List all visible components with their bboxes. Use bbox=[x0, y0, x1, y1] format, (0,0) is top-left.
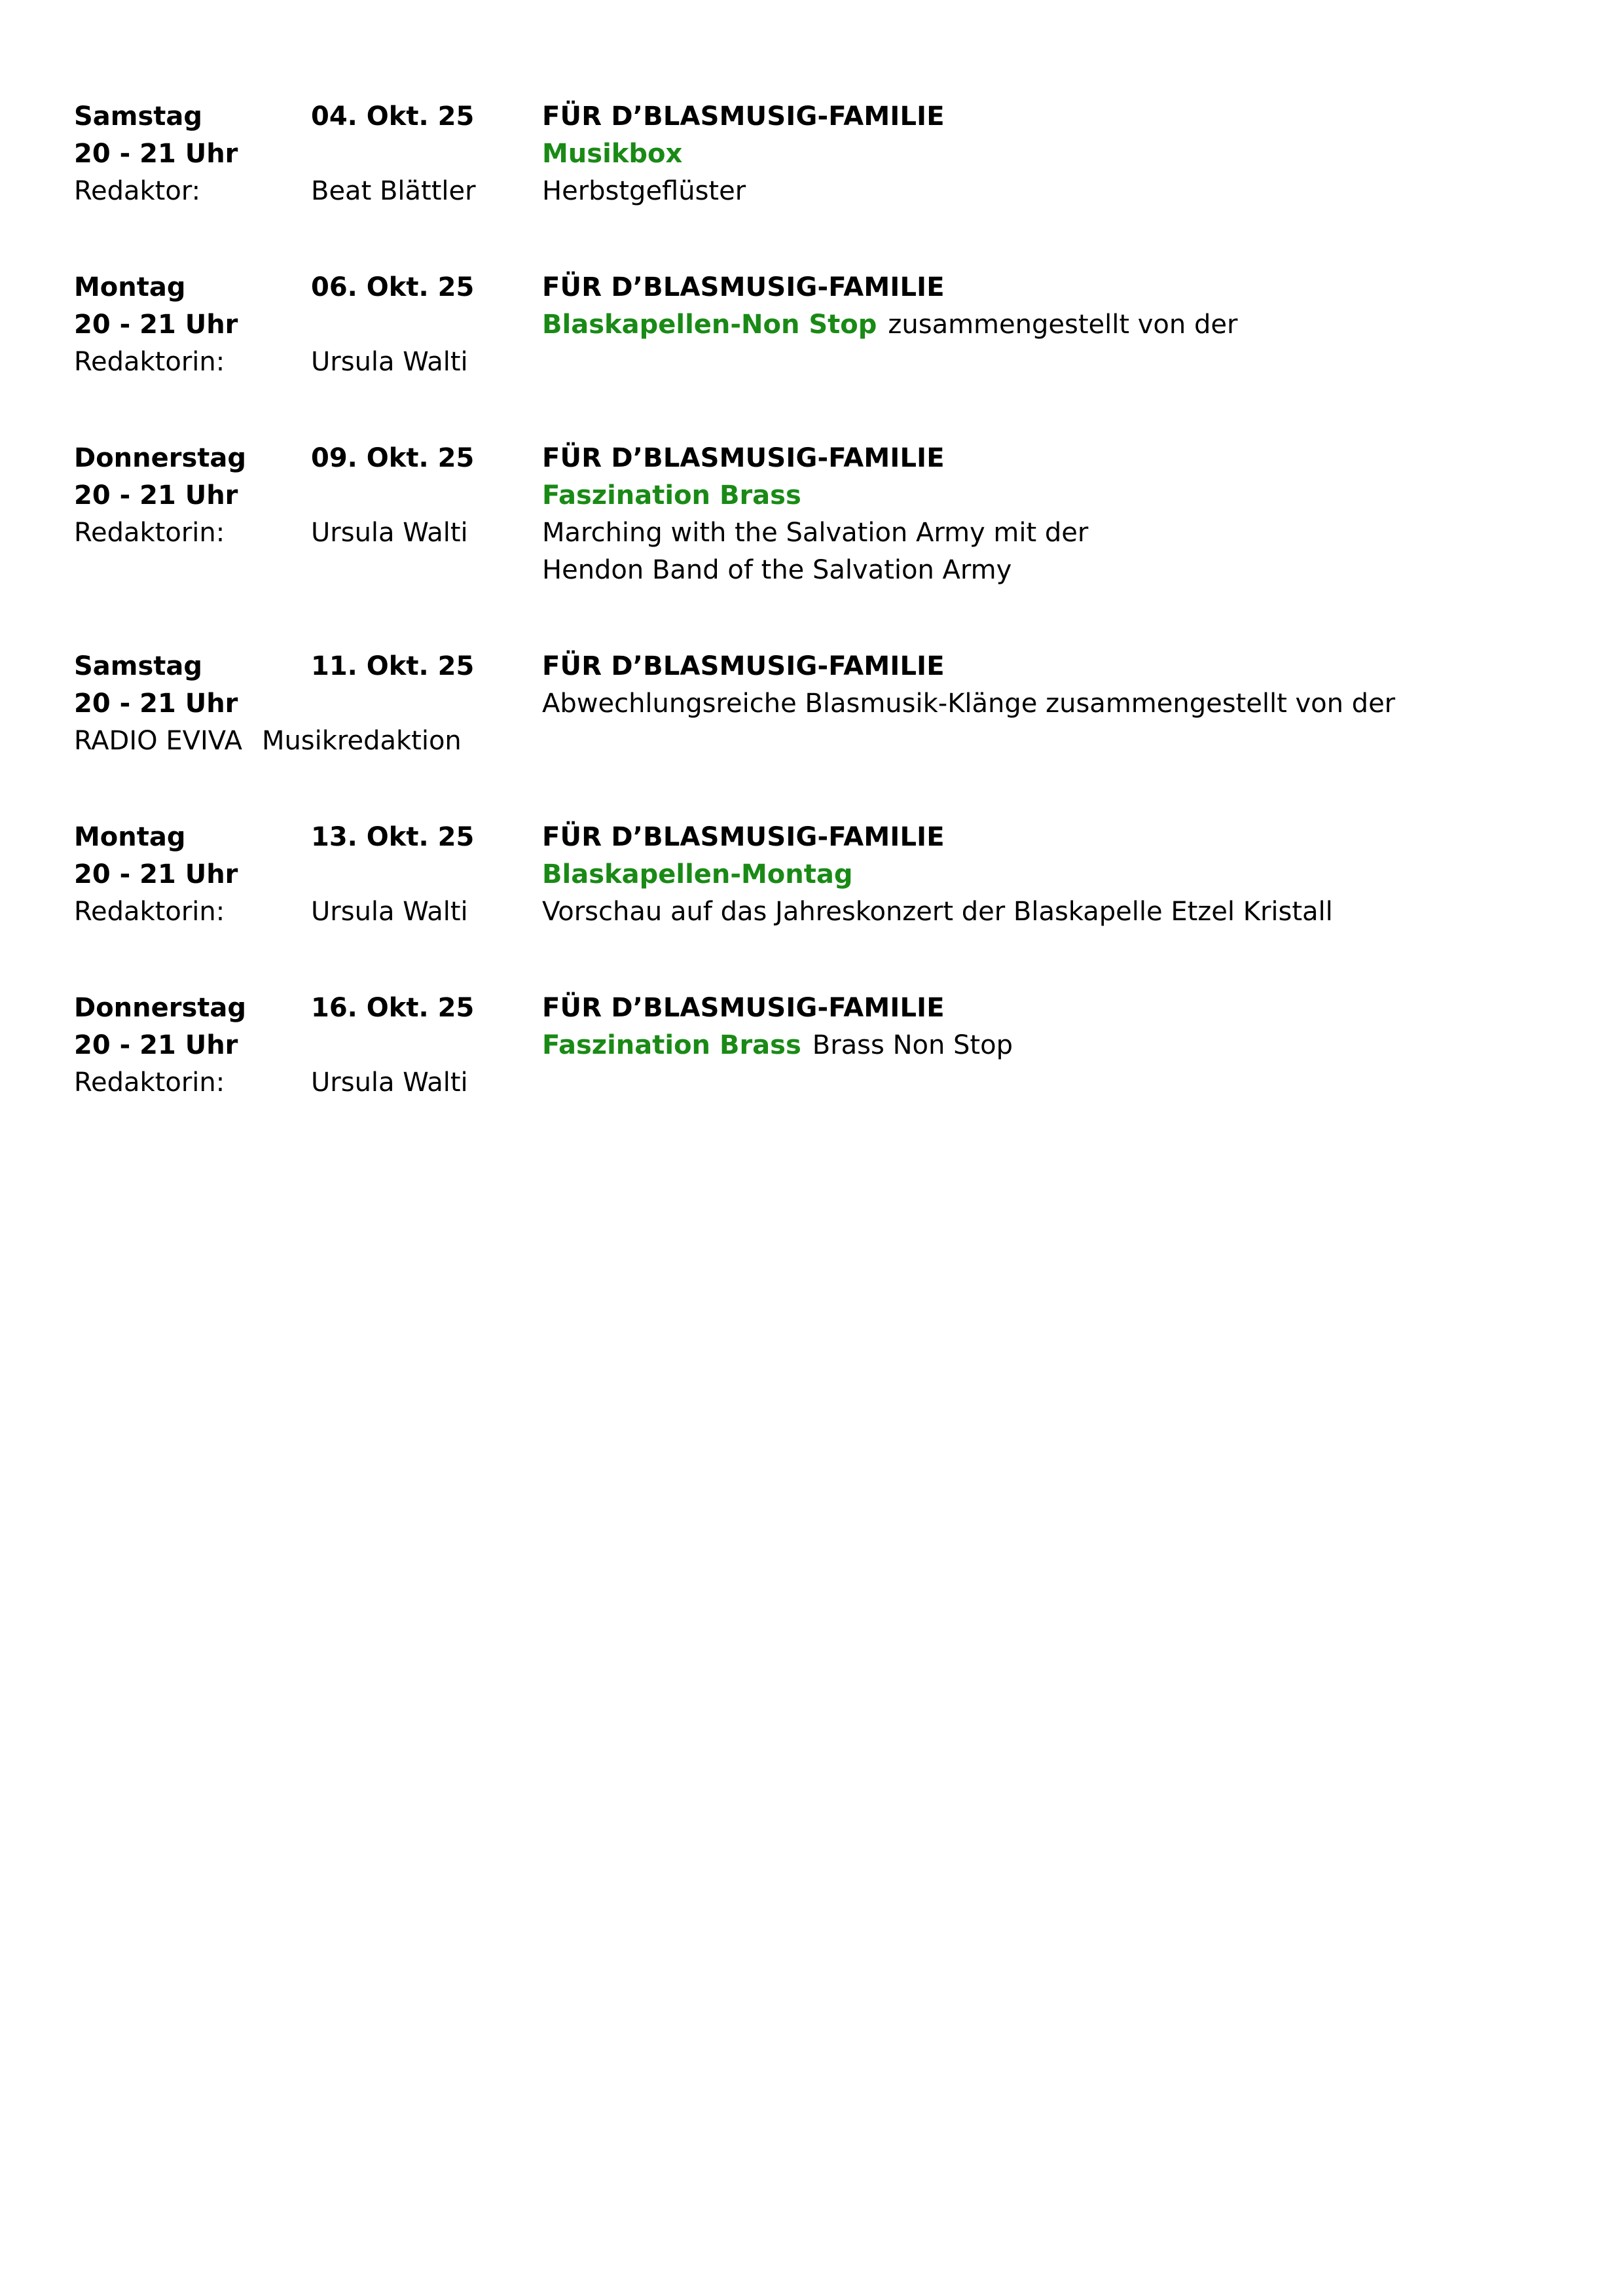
entry-editor-label: Redaktor: bbox=[74, 176, 201, 206]
entry-heading: FÜR D’BLASMUSIG-FAMILIE bbox=[542, 651, 945, 681]
entry-editor-row bbox=[74, 173, 1623, 210]
entry-show-title-cell bbox=[542, 1027, 1623, 1064]
entry-editor-label: Redaktorin: bbox=[74, 518, 225, 548]
entry-date: 13. Okt. 25 bbox=[311, 822, 475, 852]
entry-editor-name: Ursula Walti bbox=[311, 347, 468, 377]
entry-editor-name: Musikredaktion bbox=[261, 726, 462, 756]
entry-header-row bbox=[74, 440, 1623, 477]
entry-editor-row bbox=[74, 344, 1623, 381]
entry-time-row bbox=[74, 477, 1623, 514]
entry-time-row bbox=[74, 856, 1623, 893]
entry-date: 16. Okt. 25 bbox=[311, 993, 475, 1023]
entry-heading: FÜR D’BLASMUSIG-FAMILIE bbox=[542, 822, 945, 852]
program-entry bbox=[74, 648, 1623, 760]
entry-editor-row bbox=[74, 1064, 1623, 1102]
entry-header-row bbox=[74, 269, 1623, 306]
entry-heading: FÜR D’BLASMUSIG-FAMILIE bbox=[542, 443, 945, 473]
entry-time: 20 - 21 Uhr bbox=[74, 139, 238, 169]
entry-show-title: Blaskapellen-Non Stop bbox=[542, 310, 877, 340]
entry-time-row bbox=[74, 306, 1623, 344]
entry-time-row bbox=[74, 685, 1623, 723]
entry-show-title: Faszination Brass bbox=[542, 1030, 801, 1060]
entry-description-2: Hendon Band of the Salvation Army bbox=[542, 555, 1012, 585]
entry-show-title-cell bbox=[542, 685, 1623, 723]
entry-editor-name: Ursula Walti bbox=[311, 518, 468, 548]
entry-time-row bbox=[74, 1027, 1623, 1064]
entry-day: Samstag bbox=[74, 101, 203, 132]
entry-date: 11. Okt. 25 bbox=[311, 651, 475, 681]
entry-day: Montag bbox=[74, 272, 186, 302]
entry-show-title-suffix: zusammengestellt von der bbox=[888, 310, 1238, 340]
entry-show-title-suffix: Brass Non Stop bbox=[812, 1030, 1013, 1060]
program-entry bbox=[74, 269, 1623, 381]
entry-editor-label: Redaktorin: bbox=[74, 1067, 225, 1098]
entry-description-1: Vorschau auf das Jahreskonzert der Blaskapelle Etzel Kristall bbox=[542, 897, 1333, 927]
entry-date: 09. Okt. 25 bbox=[311, 443, 475, 473]
entry-day: Donnerstag bbox=[74, 443, 247, 473]
entry-editor-row bbox=[74, 893, 1623, 931]
entry-description-1: Marching with the Salvation Army mit der bbox=[542, 518, 1089, 548]
entry-time: 20 - 21 Uhr bbox=[74, 1030, 238, 1060]
entry-header-row bbox=[74, 990, 1623, 1027]
entry-show-title: Musikbox bbox=[542, 139, 683, 169]
entry-editor-label: Redaktorin: bbox=[74, 897, 225, 927]
entry-editor-name: Beat Blättler bbox=[311, 176, 476, 206]
entry-time-row bbox=[74, 135, 1623, 173]
entry-day: Montag bbox=[74, 822, 186, 852]
entry-editor-name: Ursula Walti bbox=[311, 1067, 468, 1098]
entry-show-title-suffix: Abwechlungsreiche Blasmusik-Klänge zusammengestellt von der bbox=[542, 689, 1396, 719]
entry-show-title-cell bbox=[542, 306, 1623, 344]
entry-show-title-cell bbox=[542, 135, 1623, 173]
entry-description-row bbox=[74, 552, 1623, 589]
entry-show-title-cell bbox=[542, 477, 1623, 514]
entry-editor-label: RADIO EVIVA bbox=[74, 726, 242, 756]
entry-heading: FÜR D’BLASMUSIG-FAMILIE bbox=[542, 272, 945, 302]
entry-header-row bbox=[74, 98, 1623, 135]
entry-show-title: Faszination Brass bbox=[542, 480, 801, 511]
entry-heading: FÜR D’BLASMUSIG-FAMILIE bbox=[542, 993, 945, 1023]
entry-show-title: Blaskapellen-Montag bbox=[542, 859, 853, 889]
entry-editor-name: Ursula Walti bbox=[311, 897, 468, 927]
entry-show-title-cell bbox=[542, 856, 1623, 893]
entry-header-row bbox=[74, 648, 1623, 685]
entry-heading: FÜR D’BLASMUSIG-FAMILIE bbox=[542, 101, 945, 132]
entry-day: Donnerstag bbox=[74, 993, 247, 1023]
entry-time: 20 - 21 Uhr bbox=[74, 859, 238, 889]
entry-date: 04. Okt. 25 bbox=[311, 101, 475, 132]
entry-header-row bbox=[74, 819, 1623, 856]
program-entry bbox=[74, 819, 1623, 931]
entry-description-1: Herbstgeflüster bbox=[542, 176, 746, 206]
entry-editor-row bbox=[74, 514, 1623, 552]
entry-time: 20 - 21 Uhr bbox=[74, 310, 238, 340]
entry-day: Samstag bbox=[74, 651, 203, 681]
program-entry bbox=[74, 990, 1623, 1102]
program-entry bbox=[74, 440, 1623, 589]
entry-editor-row bbox=[74, 723, 1623, 760]
program-entry bbox=[74, 98, 1623, 210]
program-entry-list bbox=[74, 98, 1623, 1102]
entry-date: 06. Okt. 25 bbox=[311, 272, 475, 302]
entry-editor-label: Redaktorin: bbox=[74, 347, 225, 377]
entry-time: 20 - 21 Uhr bbox=[74, 689, 238, 719]
entry-time: 20 - 21 Uhr bbox=[74, 480, 238, 511]
